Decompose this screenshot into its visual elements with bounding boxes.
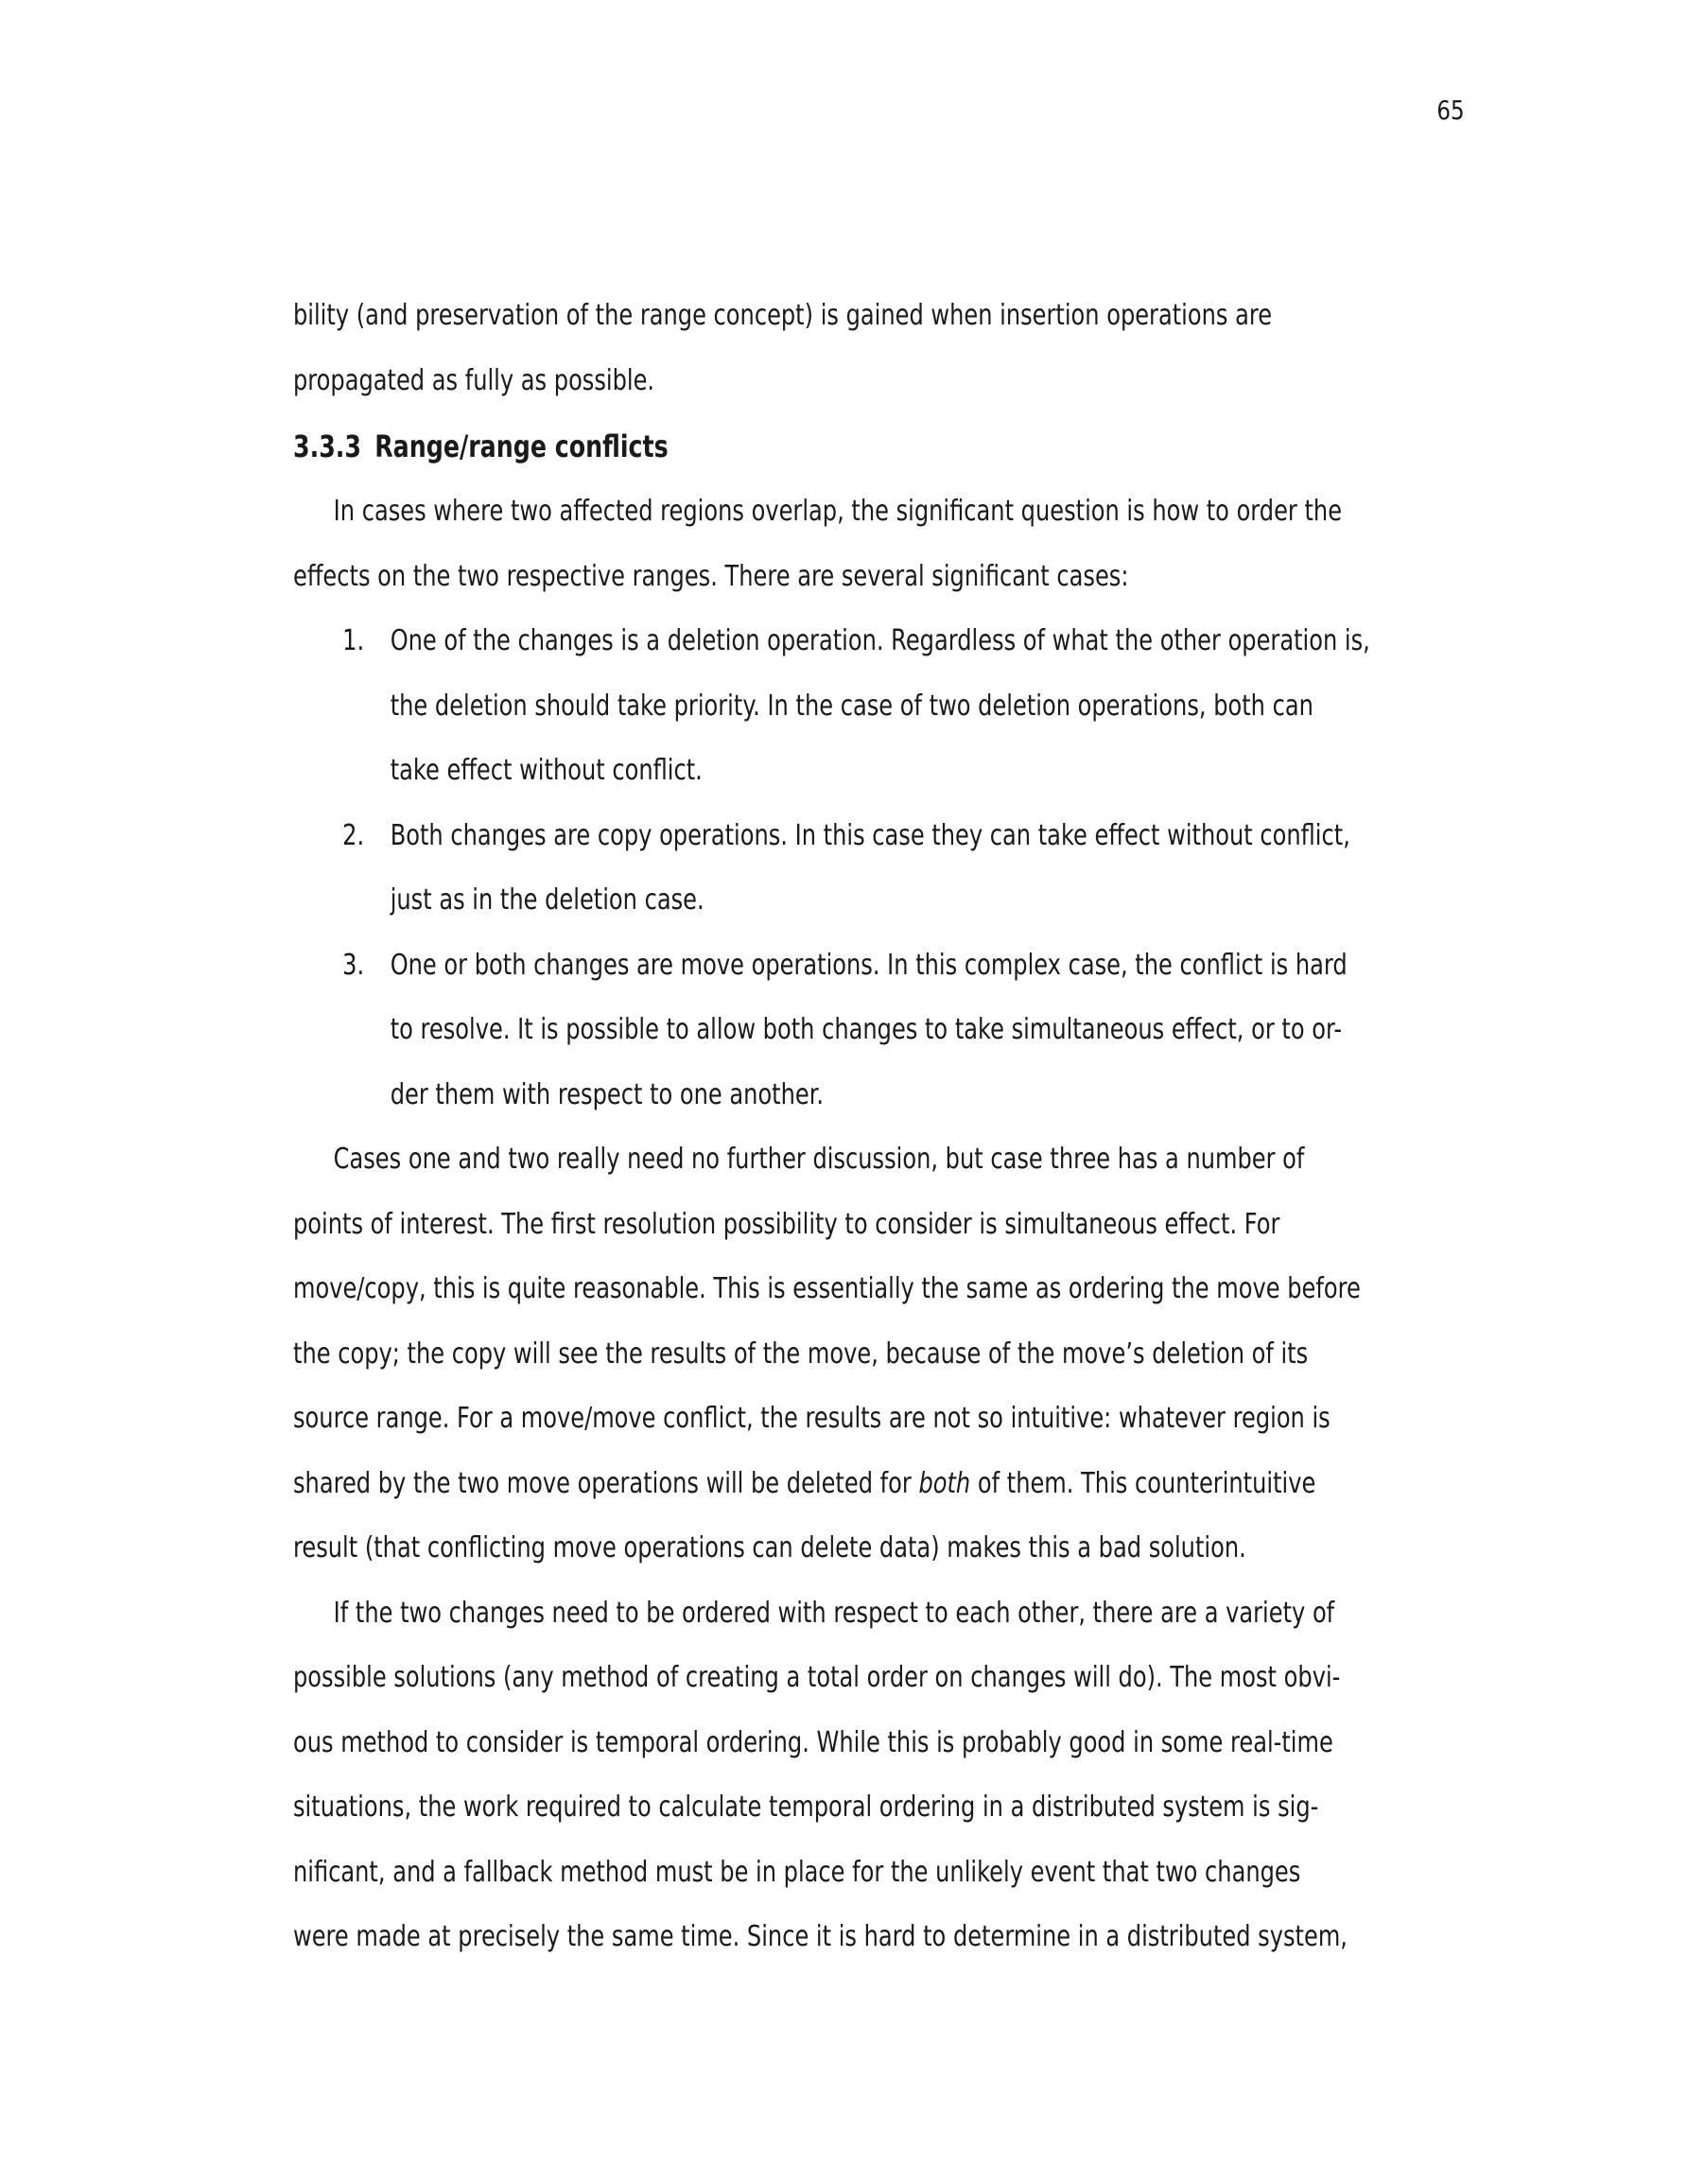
- text-line: just as in the deletion case.: [390, 883, 704, 917]
- intro-paragraph: [293, 480, 1444, 609]
- text-line: In cases where two affected regions overlap, the significant question is how to order the: [333, 495, 1343, 528]
- text-line: If the two changes need to be ordered with respect to each other, there are a variety of: [333, 1596, 1335, 1630]
- text-line: the copy; the copy will see the results of the move, because of the move’s deletion of its: [293, 1337, 1309, 1371]
- text-line: the deletion should take priority. In the case of two deletion operations, both can: [390, 689, 1313, 723]
- text-line: move/copy, this is quite reasonable. This is essentially the same as ordering the move before: [293, 1272, 1361, 1305]
- text-line: points of interest. The first resolution possibility to consider is simultaneous effect. For: [293, 1207, 1280, 1241]
- list-marker: 2.: [342, 818, 365, 852]
- list-item: [293, 934, 1444, 1128]
- section-heading: [293, 413, 1444, 480]
- text-line: were made at precisely the same time. Since it is hard to determine in a distributed system,: [293, 1920, 1348, 1953]
- text-line: One of the changes is a deletion operation. Regardless of what the other operation is,: [390, 624, 1370, 657]
- text-run: of them. This counterintuitive: [970, 1466, 1316, 1500]
- page-number: 65: [1436, 95, 1465, 126]
- text-line: situations, the work required to calculate temporal ordering in a distributed system is sig-: [293, 1791, 1319, 1824]
- emphasis-text: both: [918, 1466, 971, 1500]
- list-item: [293, 609, 1444, 804]
- continuation-paragraph: [293, 284, 1444, 413]
- cases-list: [293, 609, 1444, 1127]
- text-line: One or both changes are move operations. In this complex case, the conflict is hard: [390, 948, 1348, 982]
- section-title: Range/range conflicts: [374, 428, 669, 464]
- list-marker: 3.: [342, 948, 365, 982]
- text-line: nificant, and a fallback method must be in place for the unlikely event that two changes: [293, 1855, 1301, 1889]
- text-line: to resolve. It is possible to allow both changes to take simultaneous effect, or to or-: [390, 1013, 1343, 1046]
- text-line: [293, 1452, 1444, 1517]
- text-line: propagated as fully as possible.: [293, 363, 655, 397]
- text-line: source range. For a move/move conflict, the results are not so intuitive: whatever region is: [293, 1402, 1330, 1435]
- text-line: take effect without conflict.: [390, 754, 703, 787]
- text-line: possible solutions (any method of creating a total order on changes will do). The most obvi-: [293, 1661, 1341, 1694]
- section-number: 3.3.3: [293, 428, 361, 464]
- page-body: [293, 284, 1444, 1970]
- text-line: ous method to consider is temporal ordering. While this is probably good in some real-time: [293, 1725, 1333, 1759]
- list-marker: 1.: [342, 624, 365, 657]
- discussion-paragraph: [293, 1127, 1444, 1581]
- text-run: shared by the two move operations will be deleted for: [293, 1466, 919, 1500]
- text-line: bility (and preservation of the range concept) is gained when insertion operations are: [293, 299, 1273, 332]
- text-line: effects on the two respective ranges. There are several significant cases:: [293, 559, 1129, 593]
- text-line: Both changes are copy operations. In this case they can take effect without conflict,: [390, 818, 1350, 852]
- ordering-paragraph: [293, 1581, 1444, 1970]
- text-line: result (that conflicting move operations can delete data) makes this a bad solution.: [293, 1531, 1246, 1564]
- text-line: der them with respect to one another.: [390, 1077, 825, 1111]
- text-line: Cases one and two really need no further discussion, but case three has a number of: [333, 1143, 1305, 1176]
- list-item: [293, 804, 1444, 934]
